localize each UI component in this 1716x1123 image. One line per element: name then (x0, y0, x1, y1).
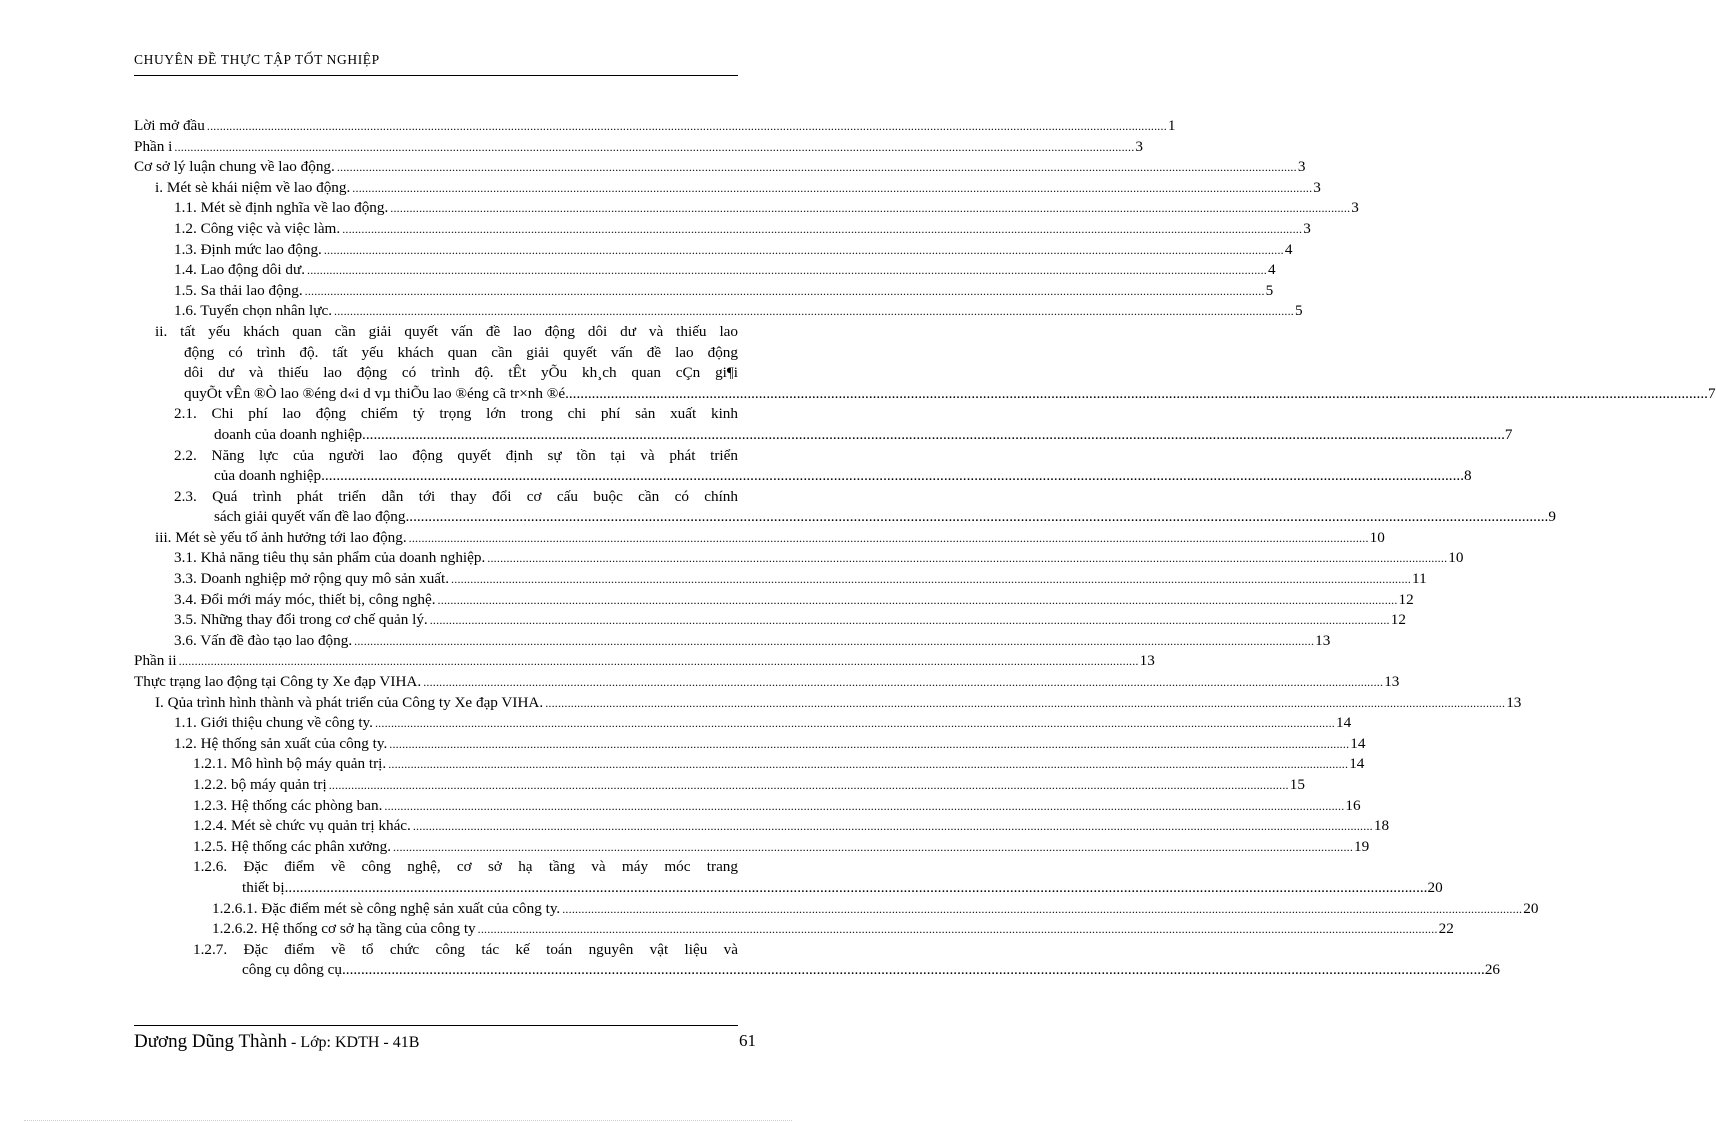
toc-leader-dots: ............................................................................................................................................................................................................................................................................................................ (328, 778, 1289, 792)
toc-leader-dots: ............................................................................................................................................................................................................................................................................................................ (307, 263, 1267, 278)
toc-entry (134, 198, 1359, 219)
toc-entry (134, 713, 1352, 734)
toc-leader-dots: ............................................................................................................................................................................................................................................................................................................ (323, 242, 1284, 257)
toc-leader-dots: ............................................................................................................................................................................................................................................................................................................ (342, 221, 1303, 236)
toc-leader-dots: ............................................................................................................................................................................................................................................................................................................ (288, 878, 1428, 896)
toc-entry-title-line: thiết bị. (242, 878, 289, 896)
toc-page-number: 3 (1351, 199, 1359, 217)
toc-leader-dots: ............................................................................................................................................................................................................................................................................................................ (336, 160, 1297, 175)
toc-entry-title-line: 2.2. Năng lực của người lao động quyết định sự tồn tại và phát triển (174, 446, 738, 464)
toc-entry (134, 590, 1414, 611)
page-footer (134, 1031, 756, 1053)
header-rule (134, 75, 738, 76)
toc-entry-title: 3.3. Doanh nghiệp mở rộng quy mô sản xuất. (174, 570, 450, 588)
toc-leader-dots: ............................................................................................................................................................................................................................................................................................................ (304, 283, 1265, 298)
toc-leader-dots: ............................................................................................................................................................................................................................................................................................................ (409, 508, 1549, 526)
toc-page-number: 13 (1315, 631, 1331, 649)
toc-entry (134, 754, 1365, 775)
toc-page-number: 7 (1707, 384, 1716, 402)
toc-entry-title-line: 2.1. Chi phí lao động chiếm tỷ trọng lớn trong chi phí sản xuất kinh (174, 405, 738, 423)
toc-page-number: 12 (1398, 590, 1414, 608)
toc-entry (134, 569, 1427, 590)
toc-entry-title: i. Mét sè khái niệm về lao động. (155, 178, 351, 196)
toc-leader-dots: ............................................................................................................................................................................................................................................................................................................ (393, 839, 1354, 854)
toc-entry-title-line: 2.3. Quá trình phát triển dẫn tới thay đổi cơ cấu buộc cần có chính (174, 487, 738, 505)
toc-page-number: 13 (1506, 693, 1522, 711)
toc-leader-dots: ............................................................................................................................................................................................................................................................................................................ (354, 633, 1315, 648)
toc-entry-title: Lời mở đầu (134, 117, 205, 134)
toc-entry-title: 1.2. Công việc và việc làm. (174, 219, 341, 237)
toc-entry (134, 899, 1539, 920)
toc-leader-dots: ............................................................................................................................................................................................................................................................................................................ (206, 119, 1167, 133)
toc-entry-title: 3.4. Đổi mới máy móc, thiết bị, công nghệ. (174, 590, 436, 608)
toc-entry (134, 796, 1361, 817)
toc-entry-title: Phần ii (134, 652, 177, 670)
bottom-dotted-line (24, 1120, 792, 1121)
toc-entry-title: 1.2.6.2. Hệ thống cơ sở hạ tầng của công ty (212, 920, 476, 938)
toc-page-number: 4 (1268, 261, 1276, 279)
toc-entry-title: 3.6. Vấn đề đào tạo lao động. (174, 631, 353, 649)
toc-leader-dots: ............................................................................................................................................................................................................................................................................................................ (352, 180, 1313, 195)
toc-entry-title-line: quyÕt vÊn ®Ò lao ®éng d«i d vµ thiÕu lao ®éng cã tr×nh ®é. (184, 384, 569, 402)
toc-entry-title: 1.1. Giới thiệu chung về công ty. (174, 714, 373, 732)
toc-page-number: 8 (1463, 467, 1472, 485)
toc-leader-dots: ............................................................................................................................................................................................................................................................................................................ (334, 304, 1294, 319)
toc-page-number: 1 (1167, 117, 1176, 134)
toc-entry (134, 528, 1385, 549)
toc-page-number: 7 (1504, 425, 1513, 443)
toc-leader-dots: ............................................................................................................................................................................................................................................................................................................ (178, 654, 1139, 669)
toc-entry-title: Thực trạng lao động tại Công ty Xe đạp VIHA. (134, 673, 422, 691)
toc-page-number: 5 (1295, 302, 1303, 320)
toc-entry-title: 1.2.3. Hệ thống các phòng ban. (193, 796, 383, 814)
toc-leader-dots: ............................................................................................................................................................................................................................................................................................................ (408, 530, 1369, 545)
toc-entry-title: 1.4. Lao động dôi dư. (174, 261, 305, 279)
toc-entry (134, 672, 1400, 693)
toc-leader-dots: ............................................................................................................................................................................................................................................................................................................ (562, 901, 1523, 916)
toc-page-number: 14 (1350, 734, 1366, 752)
toc-entry-title: iii. Mét sè yếu tố ảnh hưởng tới lao động. (155, 528, 407, 546)
toc-page-number: 20 (1427, 878, 1443, 896)
table-of-contents (134, 116, 1716, 981)
toc-entry-title-line: công cụ dông cụ. (242, 961, 346, 979)
toc-entry (134, 940, 1501, 981)
toc-entry-title-line: 1.2.6. Đặc điểm về công nghệ, cơ sở hạ tầng và máy móc trang (193, 858, 738, 876)
toc-entry-title: 1.2.1. Mô hình bộ máy quản trị. (193, 755, 387, 773)
toc-leader-dots: ............................................................................................................................................................................................................................................................................................................ (437, 592, 1398, 607)
toc-entry (134, 857, 1443, 898)
toc-page-number: 18 (1373, 817, 1390, 835)
toc-entry-title: 3.1. Khả năng tiêu thụ sản phẩm của doanh nghiệp. (174, 549, 486, 567)
toc-page-number: 12 (1390, 611, 1406, 629)
toc-leader-dots: ............................................................................................................................................................................................................................................................................................................ (345, 961, 1485, 979)
toc-entry-title: 1.2.2. bộ máy quản trị (193, 776, 327, 793)
toc-entry (134, 631, 1331, 652)
toc-page-number: 26 (1484, 961, 1501, 979)
toc-leader-dots: ............................................................................................................................................................................................................................................................................................................ (423, 675, 1384, 690)
toc-entry (134, 919, 1454, 940)
author-name: Dương Dũng Thành (134, 1031, 287, 1052)
toc-entry (134, 837, 1370, 858)
toc-page-number: 5 (1265, 281, 1274, 299)
toc-entry (134, 693, 1522, 714)
toc-entry-title: 1.5. Sa thải lao động. (174, 281, 303, 299)
toc-entry-title: 1.3. Định mức lao động. (174, 240, 322, 258)
toc-entry (134, 775, 1305, 796)
toc-page-number: 13 (1139, 652, 1155, 670)
toc-leader-dots: ............................................................................................................................................................................................................................................................................................................ (174, 139, 1135, 154)
toc-entry (134, 734, 1366, 755)
toc-page-number: 4 (1284, 240, 1293, 258)
toc-leader-dots: ............................................................................................................................................................................................................................................................................................................ (477, 922, 1438, 937)
toc-leader-dots: ............................................................................................................................................................................................................................................................................................................ (545, 695, 1506, 710)
toc-page-number: 3 (1303, 219, 1311, 237)
toc-leader-dots: ............................................................................................................................................................................................................................................................................................................ (412, 819, 1373, 834)
toc-leader-dots: ............................................................................................................................................................................................................................................................................................................ (324, 467, 1464, 485)
footer-rule (134, 1025, 738, 1026)
toc-entry-title: 1.2.4. Mét sè chức vụ quản trị khác. (193, 817, 411, 835)
toc-page-number: 15 (1289, 776, 1305, 793)
class-label: - Lớp: KDTH - 41B (286, 1034, 420, 1051)
toc-leader-dots: ............................................................................................................................................................................................................................................................................................................ (389, 736, 1350, 751)
toc-page-number: 11 (1412, 570, 1427, 588)
toc-entry (134, 651, 1155, 672)
toc-page-number: 10 (1369, 528, 1385, 546)
toc-entry-title-line: 1.2.7. Đặc điểm về tổ chức công tác kế toán nguyên vật liệu và (193, 940, 738, 958)
toc-entry (134, 301, 1303, 322)
toc-leader-dots: ............................................................................................................................................................................................................................................................................................................ (390, 201, 1351, 216)
toc-entry-title-line: của doanh nghiệp. (214, 467, 325, 485)
toc-page-number: 20 (1523, 899, 1539, 917)
toc-entry (134, 116, 1176, 137)
toc-entry (134, 487, 1556, 528)
toc-entry-title: 3.5. Những thay đổi trong cơ chế quản lý. (174, 611, 428, 629)
toc-entry (134, 178, 1321, 199)
toc-page-number: 16 (1345, 796, 1361, 814)
toc-entry-title-line: sách giải quyết vấn đề lao động. (214, 508, 410, 526)
toc-entry-title: 1.1. Mét sè định nghĩa về lao động. (174, 199, 389, 217)
toc-page-number: 22 (1438, 920, 1454, 938)
toc-entry (134, 137, 1143, 158)
toc-entry (134, 548, 1464, 569)
toc-entry-title: 1.2. Hệ thống sản xuất của công ty. (174, 734, 388, 752)
toc-entry (134, 322, 1716, 404)
toc-entry-title: 1.2.6.1. Đặc điểm mét sè công nghệ sản xuất của công ty. (212, 899, 561, 917)
toc-entry (134, 610, 1406, 631)
toc-page-number: 10 (1448, 549, 1464, 567)
toc-entry (134, 446, 1472, 487)
toc-page-number: 14 (1349, 755, 1365, 773)
toc-entry (134, 157, 1306, 178)
toc-entry (134, 240, 1293, 261)
toc-entry (134, 816, 1390, 837)
toc-entry-title: I. Qủa trình hình thành và phát triển của Công ty Xe đạp VIHA. (155, 693, 544, 711)
toc-entry (134, 219, 1311, 240)
toc-leader-dots: ............................................................................................................................................................................................................................................................................................................ (487, 551, 1448, 566)
toc-page-number: 14 (1335, 714, 1352, 732)
toc-leader-dots: ............................................................................................................................................................................................................................................................................................................ (568, 384, 1708, 402)
toc-page-number: 3 (1135, 137, 1143, 155)
page-header: CHUYÊN ĐỀ THỰC TẬP TỐT NGHIỆP (134, 52, 380, 67)
toc-entry (134, 281, 1274, 302)
toc-entry-title: 1.6. Tuyển chọn nhân lực. (174, 302, 332, 320)
toc-entry-title: 1.2.5. Hệ thống các phân xưởng. (193, 837, 392, 855)
toc-entry-title-line: dôi dư và thiếu lao động có trình độ. tÊt yÕu kh¸ch quan cÇn gi¶i (184, 364, 738, 382)
toc-page-number: 3 (1313, 178, 1321, 196)
toc-page-number: 9 (1548, 508, 1556, 526)
toc-page-number: 3 (1297, 158, 1306, 176)
toc-leader-dots: ............................................................................................................................................................................................................................................................................................................ (374, 716, 1335, 731)
toc-entry (134, 404, 1513, 445)
toc-leader-dots: ............................................................................................................................................................................................................................................................................................................ (429, 613, 1390, 628)
toc-leader-dots: ............................................................................................................................................................................................................................................................................................................ (388, 757, 1349, 772)
toc-leader-dots: ............................................................................................................................................................................................................................................................................................................ (384, 798, 1345, 813)
page-number: 61 (739, 1031, 756, 1050)
toc-leader-dots: ............................................................................................................................................................................................................................................................................................................ (365, 425, 1505, 443)
toc-leader-dots: ............................................................................................................................................................................................................................................................................................................ (451, 572, 1412, 587)
toc-page-number: 19 (1354, 837, 1370, 855)
toc-entry-title-line: doanh của doanh nghiệp. (214, 425, 366, 443)
toc-entry (134, 260, 1276, 281)
toc-entry-title-line: ii. tất yếu khách quan cần giải quyết vấn đề lao động dôi dư và thiếu lao (155, 322, 738, 340)
toc-page-number: 13 (1384, 673, 1400, 691)
toc-entry-title: Cơ sở lý luận chung về lao động. (134, 158, 335, 176)
toc-entry-title-line: động có trình độ. tất yếu khách quan cần giải quyết vấn đề lao động (184, 343, 738, 361)
toc-entry-title: Phần i (134, 137, 173, 155)
